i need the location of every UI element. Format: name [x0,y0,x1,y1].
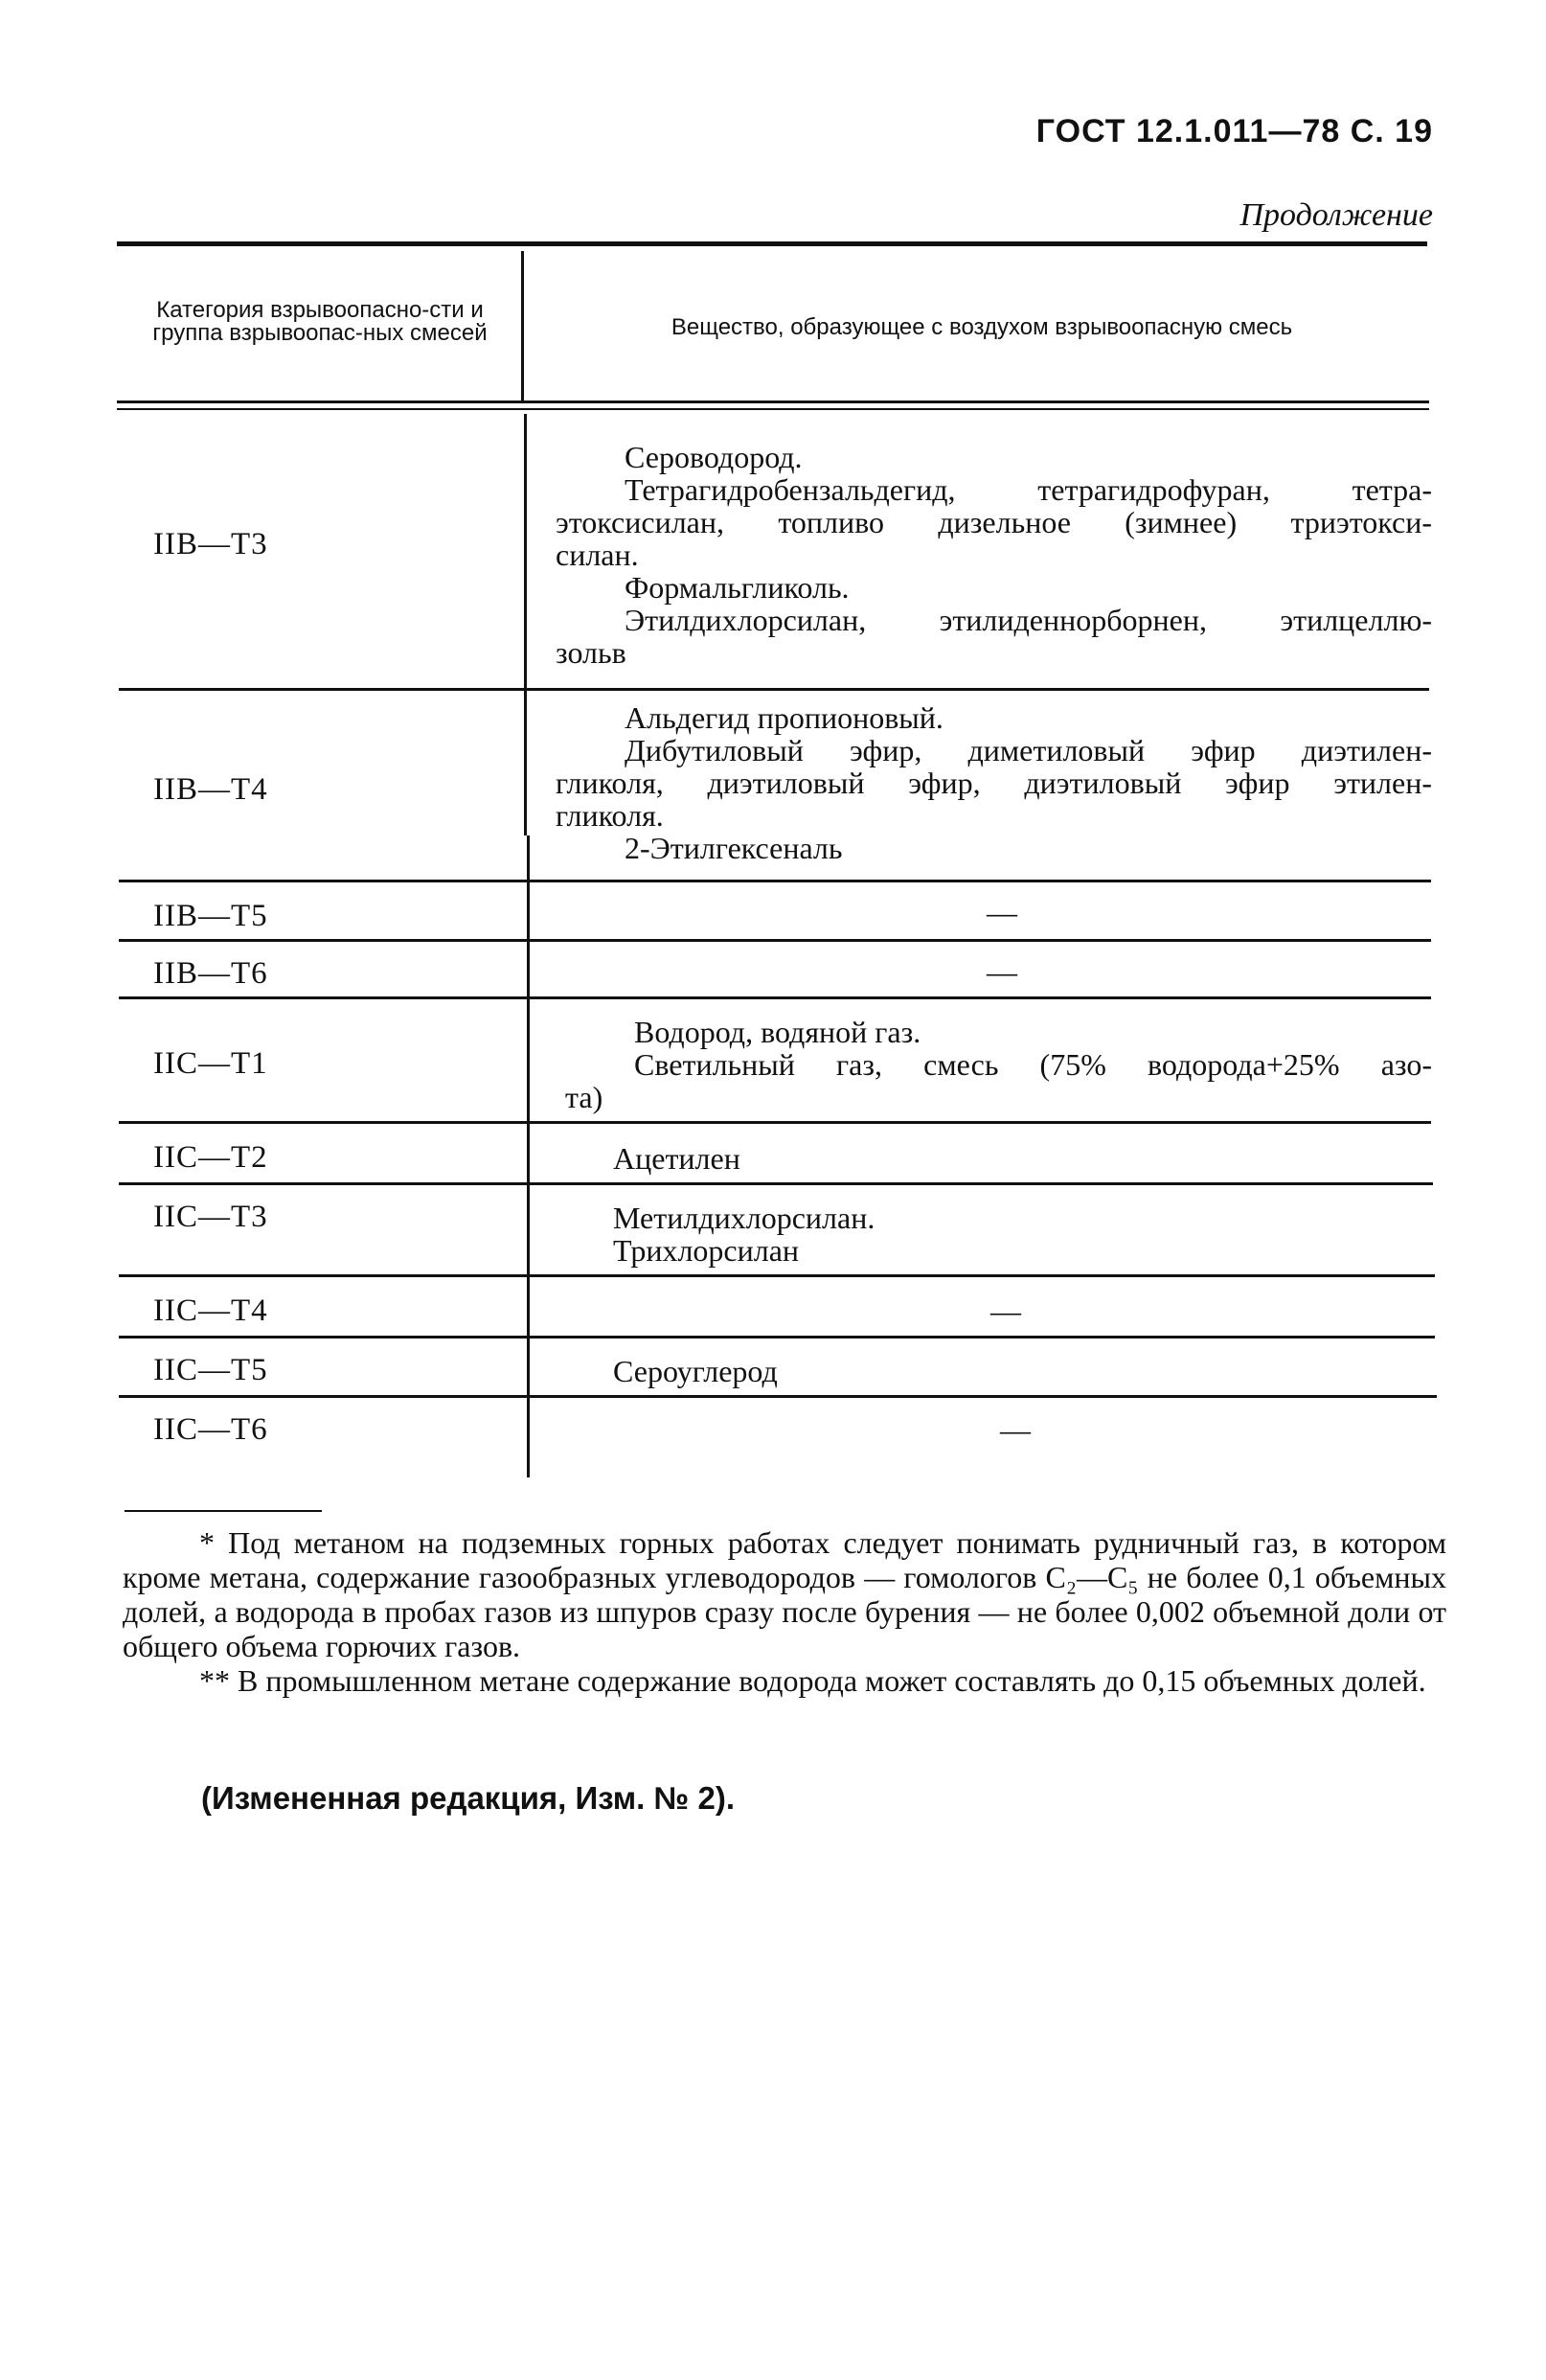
row-category: IIB—T3 [153,527,268,561]
row-substances: — [987,954,1017,989]
row-category: IIC—T1 [153,1046,268,1081]
row-separator [119,1182,1433,1185]
footnote-methane: * Под метаном на подземных горных работах следует понимать рудничный газ, в котором кроме метана, содержание газообразных углеводородов — гомологов С₂—С₅ не более 0,1 объемных долей, а водорода в пробах газов из шпуров сразу после бурения — не более 0,002 объемной доли от общего объема горючих газов. [123,1525,1446,1663]
table-body-divider [524,414,527,835]
row-substances: Альдегид пропионовый. Дибутиловый эфир, диметиловый эфир диэтилен- гликоля, диэтиловый эфир, диэтиловый эфир этилен- гликоля. 2-Этилгексеналь [556,700,1432,865]
row-separator [119,1336,1435,1339]
footnote-industrial-methane: ** В промышленном метане содержание водорода может составлять до 0,15 объемных долей. [199,1663,1426,1698]
page-header-standard: ГОСТ 12.1.011—78 С. 19 [1035,113,1433,149]
column-header-substance: Вещество, образующее с воздухом взрывоопасную смесь [671,314,1293,340]
row-substances: Ацетилен [613,1141,740,1176]
row-category: IIB—T4 [153,772,268,807]
row-category: IIB—T5 [153,899,268,933]
row-separator [119,688,1429,691]
row-substances: — [990,1293,1021,1328]
row-category: IIB—T6 [153,956,268,991]
row-substances: Водород, водяной газ. Светильный газ, смесь (75% водорода+25% азо- та) [565,1015,1432,1114]
table-body-divider-2 [527,835,530,1477]
column-header-category: Категория взрывоопасно-сти и группа взрывоопас-ных смесей [152,297,488,346]
row-substances: — [1000,1412,1031,1447]
table-top-rule [117,241,1427,246]
row-separator [119,939,1431,942]
page-header-continuation: Продолжение [1239,197,1433,233]
row-separator [119,996,1431,999]
edition-note: (Измененная редакция, Изм. № 2). [201,1780,735,1816]
row-category: IIC—T3 [153,1200,268,1234]
footnote-divider [125,1510,322,1512]
row-separator [119,1395,1437,1398]
row-substances: Сероводород. Тетрагидробензальдегид, тетрагидрофуран, тетра- этоксисилан, топливо дизельное (зимнее) триэтокси- силан. Формальгликоль. Этилдихлорсилан, этилиденнорборнен, этилцеллю- зольв [556,440,1432,670]
row-separator [119,880,1431,882]
table-column-divider [521,251,524,400]
row-substances: — [987,895,1017,929]
row-separator [119,1274,1435,1277]
row-category: IIC—T2 [153,1140,268,1175]
row-separator [119,1121,1431,1124]
row-category: IIC—T6 [153,1412,268,1447]
row-category: IIC—T4 [153,1293,268,1328]
row-category: IIC—T5 [153,1353,268,1387]
footnotes [123,1525,1446,1698]
row-substances: Метилдихлорсилан. Трихлорсилан [613,1201,875,1268]
table-header-rule [117,400,1429,403]
table-header-rule-2 [117,408,1429,410]
row-substances: Сероуглерод [613,1354,778,1388]
